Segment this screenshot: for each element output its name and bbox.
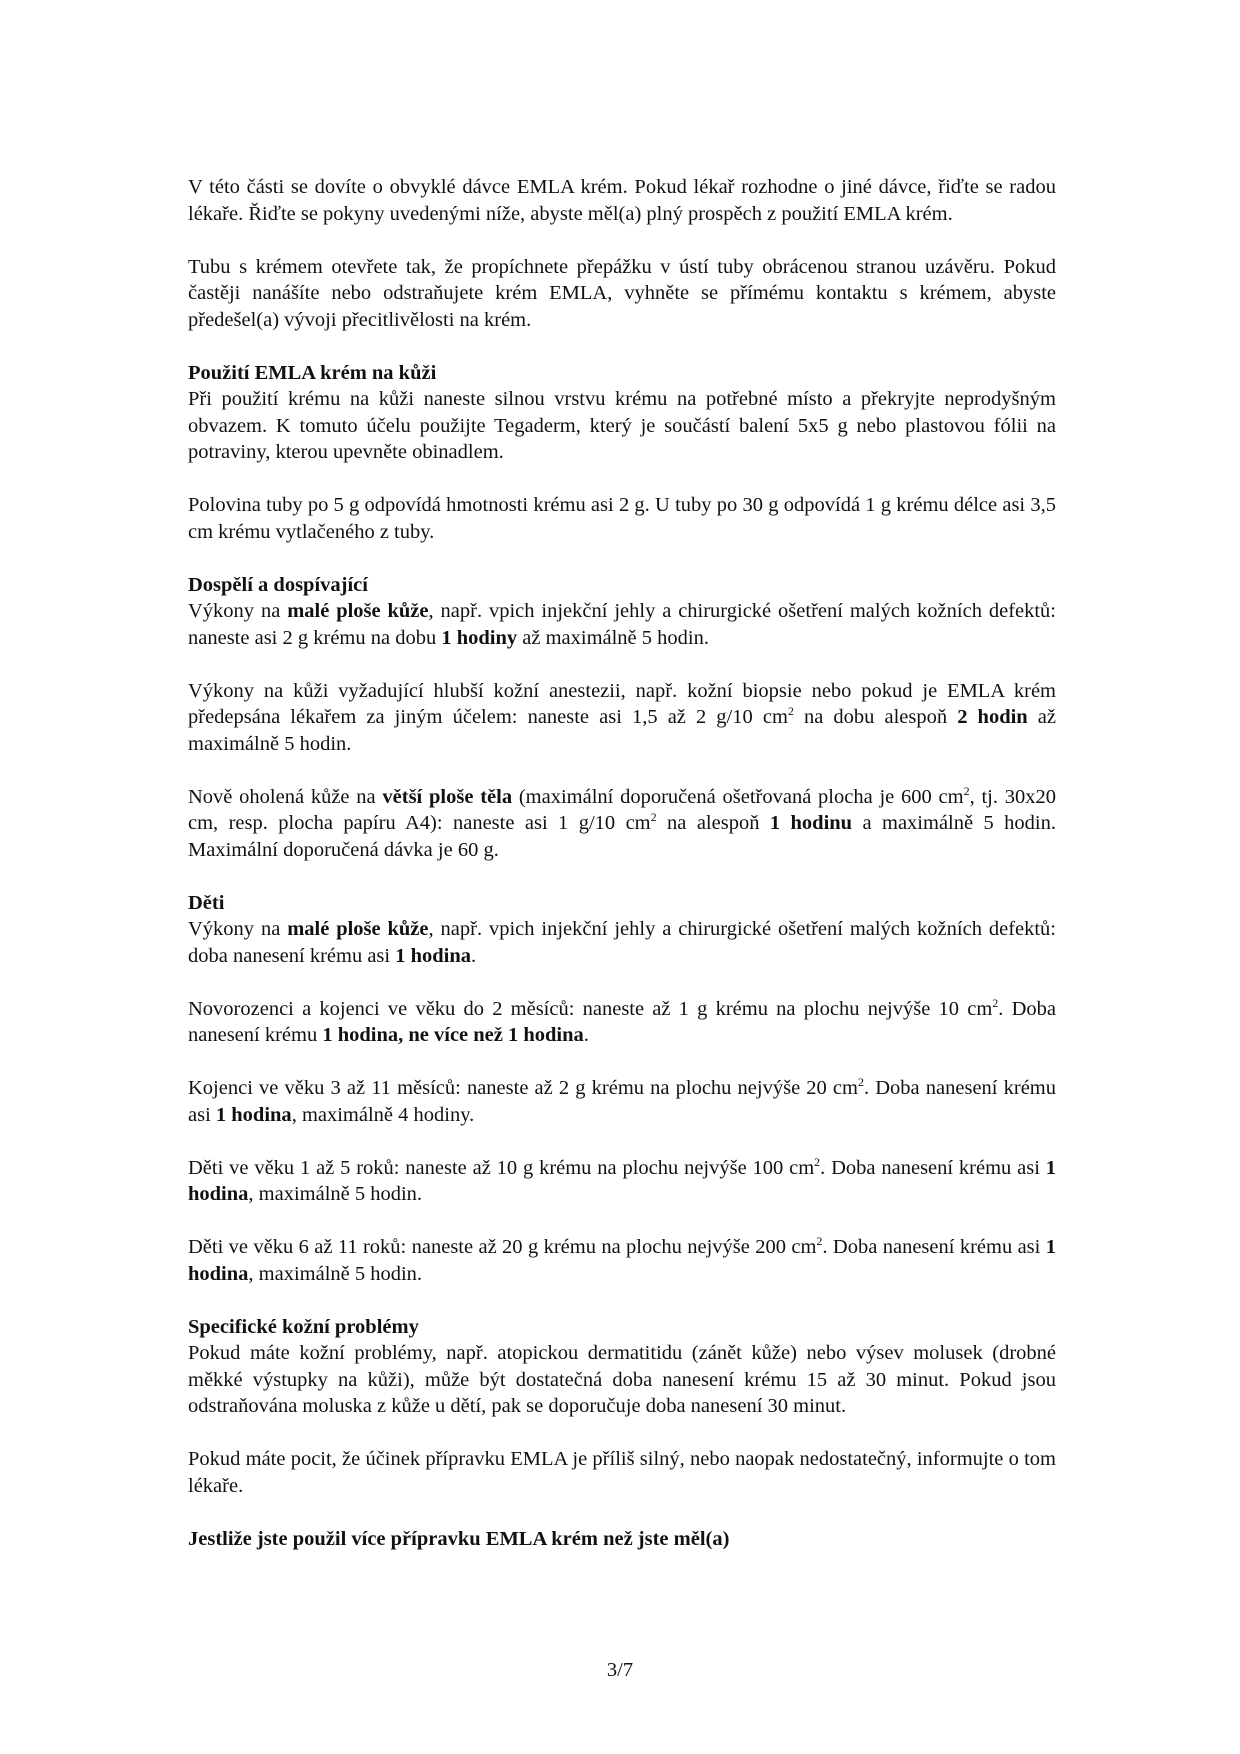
text-run: Výkony na kůži vyžadující hlubší kožní anestezii, např. kožní biopsie nebo pokud je EMLA krém předepsána lékařem za jiným účelem: naneste asi 1,5 až 2 g/10 cm	[188, 679, 1056, 728]
text-run: , maximálně 4 hodiny.	[291, 1103, 475, 1126]
text-run: (maximální doporučená ošetřovaná plocha je 600 cm	[512, 785, 964, 808]
adults-paragraph-3	[188, 784, 1056, 864]
children-paragraph-3	[188, 1075, 1056, 1128]
text-run: a maximálně 5 hodin. Maximální doporučená dávka je 60 g.	[188, 812, 1056, 861]
bold-run: malé ploše kůže	[287, 600, 429, 622]
superscript: 2	[650, 810, 657, 825]
text-run: Děti ve věku 6 až 11 roků: naneste až 20 g krému na plochu nejvýše 200 cm	[188, 1236, 817, 1258]
adults-paragraph-1	[188, 600, 1056, 649]
superscript: 2	[787, 704, 794, 719]
skin-paragraph-2: Polovina tuby po 5 g odpovídá hmotnosti krému asi 2 g. U tuby po 30 g odpovídá 1 g krému délce asi 3,5 cm krému vytlačeného z tuby.	[188, 494, 1056, 543]
section-heading-skin: Použití EMLA krém na kůži	[188, 361, 437, 384]
text-run: Výkony na	[188, 600, 288, 622]
skin-section	[188, 360, 1056, 466]
text-run: , maximálně 5 hodin.	[248, 1262, 423, 1285]
adults-paragraph-2	[188, 678, 1056, 758]
text-run: , tj. 30x20 cm, resp. plocha papíru A4): naneste asi 1 g/10 cm	[188, 785, 1056, 834]
text-run: na dobu alespoň	[793, 706, 958, 728]
text-run: , např. vpich injekční jehly a chirurgické ošetření malých kožních defektů: doba nanesení krému asi	[188, 918, 1057, 967]
text-run: Kojenci ve věku 3 až 11 měsíců: naneste až 2 g krému na plochu nejvýše 20 cm	[188, 1077, 858, 1099]
specific-section	[188, 1314, 1056, 1420]
text-run: . Doba nanesení krému asi	[822, 1236, 1046, 1258]
children-paragraph-4	[188, 1155, 1056, 1208]
superscript: 2	[992, 995, 999, 1010]
text-run: až maximálně 5 hodin.	[517, 626, 709, 649]
children-paragraph-5	[188, 1234, 1056, 1287]
text-run: až maximálně 5 hodin.	[188, 706, 1057, 755]
text-run: Nově oholená kůže na	[188, 785, 383, 808]
bold-run: 1 hodina, ne více než 1 hodina	[322, 1024, 584, 1046]
children-section	[188, 890, 1056, 970]
text-run: .	[583, 1024, 589, 1046]
page-number: 3/7	[606, 1659, 634, 1681]
bold-run: 1 hodinu	[769, 812, 853, 834]
bold-run: 1 hodiny	[441, 626, 518, 649]
intro-paragraph-2: Tubu s krémem otevřete tak, že propíchnete přepážku v ústí tuby obrácenou stranou uzávěru. Pokud častěji nanášíte nebo odstraňujete krém EMLA, vyhněte se přímému kontaktu s krémem, abyste předešel(a) vývoji přecitlivělosti na krém.	[188, 255, 1056, 331]
adults-section	[188, 572, 1056, 652]
text-run: Děti ve věku 1 až 5 roků: naneste až 10 g krému na plochu nejvýše 100 cm	[188, 1156, 815, 1179]
text-run: . Doba nanesení krému	[188, 997, 1056, 1046]
section-heading-specific: Specifické kožní problémy	[188, 1315, 419, 1338]
bold-run: 1 hodina	[215, 1103, 292, 1126]
superscript: 2	[816, 1234, 823, 1249]
section-heading-overdose: Jestliže jste použil více přípravku EMLA krém než jste měl(a)	[188, 1527, 730, 1550]
superscript: 2	[814, 1154, 821, 1169]
text-run: . Doba nanesení krému asi	[188, 1077, 1056, 1126]
text-run: , maximálně 5 hodin.	[248, 1183, 423, 1205]
bold-run: 1 hodina	[188, 1236, 1056, 1285]
children-paragraph-2	[188, 996, 1056, 1049]
bold-run: 1 hodina	[188, 1156, 1056, 1205]
bold-run: 2 hodin	[957, 706, 1028, 728]
text-run: Výkony na	[188, 918, 288, 940]
bold-run: 1 hodina	[395, 944, 471, 967]
skin-paragraph-1: Při použití krému na kůži naneste silnou vrstvu krému na potřebné místo a překryjte neprodyšným obvazem. K tomuto účelu použijte Tegaderm, který je součástí balení 5x5 g nebo plastovou fólii na potraviny, kterou upevněte obinadlem.	[188, 388, 1056, 463]
superscript: 2	[857, 1075, 864, 1090]
section-heading-children: Děti	[188, 891, 225, 914]
children-paragraph-1	[188, 918, 1056, 967]
superscript: 2	[963, 783, 970, 798]
text-run: na alespoň	[656, 812, 770, 834]
specific-paragraph-2: Pokud máte pocit, že účinek přípravku EMLA je příliš silný, nebo naopak nedostatečný, informujte o tom lékaře.	[188, 1448, 1056, 1497]
text-run: . Doba nanesení krému asi	[820, 1156, 1046, 1179]
bold-run: malé ploše kůže	[287, 918, 429, 940]
document-page	[188, 174, 1056, 1552]
specific-paragraph-1: Pokud máte kožní problémy, např. atopickou dermatitidu (zánět kůže) nebo výsev molusek (drobné měkké výstupky na kůži), může být dostatečná doba nanesení krému 15 až 30 minut. Pokud jsou odstraňována moluska z kůže u dětí, pak se doporučuje doba nanesení 30 minut.	[188, 1342, 1056, 1417]
section-heading-adults: Dospělí a dospívající	[188, 573, 368, 596]
text-run: , např. vpich injekční jehly a chirurgické ošetření malých kožních defektů: naneste asi 2 g krému na dobu	[188, 600, 1057, 649]
intro-paragraph-1: V této části se dovíte o obvyklé dávce EMLA krém. Pokud lékař rozhodne o jiné dávce, řiďte se radou lékaře. Řiďte se pokyny uvedenými níže, abyste měl(a) plný prospěch z použití EMLA krém.	[188, 176, 1056, 225]
bold-run: větší ploše těla	[382, 785, 513, 808]
text-run: .	[471, 944, 477, 967]
text-run: Novorozenci a kojenci ve věku do 2 měsíců: naneste až 1 g krému na plochu nejvýše 10 cm	[188, 997, 993, 1020]
